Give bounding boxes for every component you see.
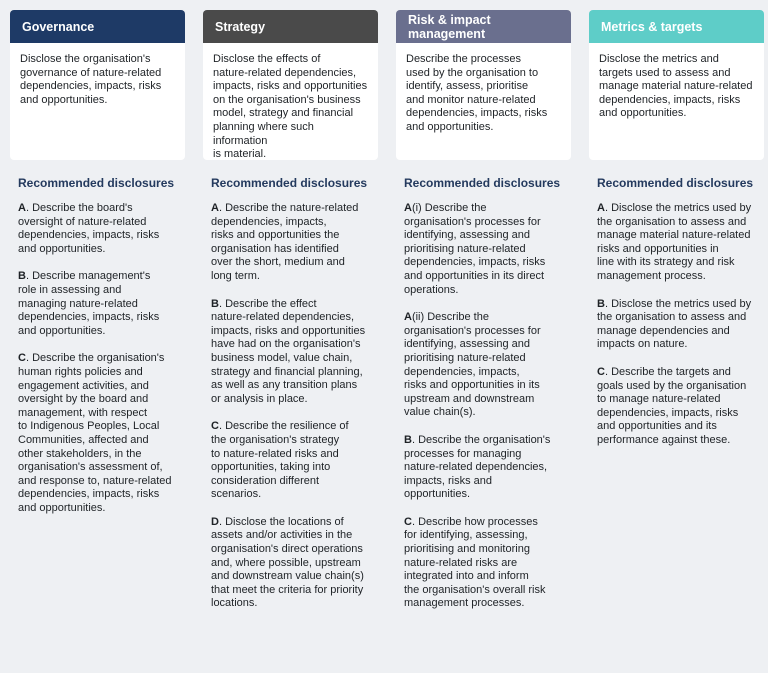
column-governance <box>10 10 185 529</box>
governance-disclosure-c: C. Describe the organisation's human rights policies and engagement activities, and oversight by the board and management, with respect to Indigenous Peoples, Local Communities, affected and other stakeholders, in the organisation's assessment of, and response to, nature-related dependencies, impacts, risks and opportunities. <box>18 352 172 514</box>
strategy-disclosure-d: D. Disclose the locations of assets and/or activities in the organisation's direct operations and, where possible, upstream and downstream value chain(s) that meet the criteria for priority locations. <box>211 515 364 610</box>
risk-disclosures <box>396 190 571 611</box>
metrics-disclosure-c: C. Describe the targets and goals used by the organisation to manage nature-related dependencies, impacts, risks and opportunities and its performance against these. <box>597 365 747 446</box>
metrics-recommended-label: Recommended disclosures <box>597 176 754 190</box>
strategy-disclosure-c: C. Describe the resilience of the organisation's strategy to nature-related risks and opportunities, taking into consideration different scenarios. <box>211 420 349 501</box>
column-metrics-targets <box>589 10 764 462</box>
governance-description: Disclose the organisation's governance of nature-related dependencies, impacts, risks and opportunities. <box>10 43 185 160</box>
strategy-recommended-label: Recommended disclosures <box>211 176 368 190</box>
risk-disclosure-c: C. Describe how processes for identifying, assessing, prioritising and monitoring nature-related risks are integrated into and inform the organisation's overall risk management processes. <box>404 515 546 610</box>
column-strategy <box>203 10 378 625</box>
risk-disclosure-b: B. Describe the organisation's processes for managing nature-related dependencies, impacts, risks and opportunities. <box>404 433 551 501</box>
risk-disclosure-a-ii: A(ii) Describe the organisation's processes for identifying, assessing and prioritising nature-related dependencies, impacts, risks and opportunities in its upstream and downstream value chain(s). <box>404 311 541 419</box>
risk-recommended-label: Recommended disclosures <box>404 176 561 190</box>
metrics-disclosure-a: A. Disclose the metrics used by the organisation to assess and manage material nature-related risks and opportunities in line with its strategy and risk management process. <box>597 202 752 282</box>
strategy-description: Disclose the effects of nature-related dependencies, impacts, risks and opportunities on the organisation's business model, strategy and financial planning where such information is material. <box>203 43 378 160</box>
metrics-header: Metrics & targets <box>589 10 764 43</box>
strategy-header: Strategy <box>203 10 378 43</box>
governance-recommended-label: Recommended disclosures <box>18 176 175 190</box>
metrics-disclosure-b: B. Disclose the metrics used by the organisation to assess and manage dependencies and impacts on nature. <box>597 297 752 351</box>
governance-disclosures <box>10 190 185 515</box>
risk-disclosure-a-i: A(i) Describe the organisation's processes for identifying, assessing and prioritising nature-related dependencies, impacts, risks and opportunities in its direct operations. <box>404 202 546 296</box>
governance-disclosure-b: B. Describe management's role in assessing and managing nature-related dependencies, impacts, risks and opportunities. <box>18 270 160 337</box>
column-risk-impact-management <box>396 10 571 625</box>
strategy-disclosure-a: A. Describe the nature-related dependencies, impacts, risks and opportunities the organisation has identified over the short, medium and long term. <box>211 202 359 282</box>
metrics-description: Disclose the metrics and targets used to assess and manage material nature-related dependencies, impacts, risks and opportunities. <box>589 43 764 160</box>
governance-disclosure-a: A. Describe the board's oversight of nature-related dependencies, impacts, risks and opportunities. <box>18 202 160 255</box>
strategy-disclosure-b: B. Describe the effect nature-related dependencies, impacts, risks and opportunities have had on the organisation's business model, value chain, strategy and financial planning, as well as any transition plans or analysis in place. <box>211 297 366 405</box>
governance-header: Governance <box>10 10 185 43</box>
risk-header: Risk & impact management <box>396 10 571 43</box>
strategy-disclosures <box>203 190 378 611</box>
metrics-disclosures <box>589 190 764 448</box>
risk-description: Describe the processes used by the organisation to identify, assess, prioritise and monitor nature-related dependencies, impacts, risks and opportunities. <box>396 43 571 160</box>
